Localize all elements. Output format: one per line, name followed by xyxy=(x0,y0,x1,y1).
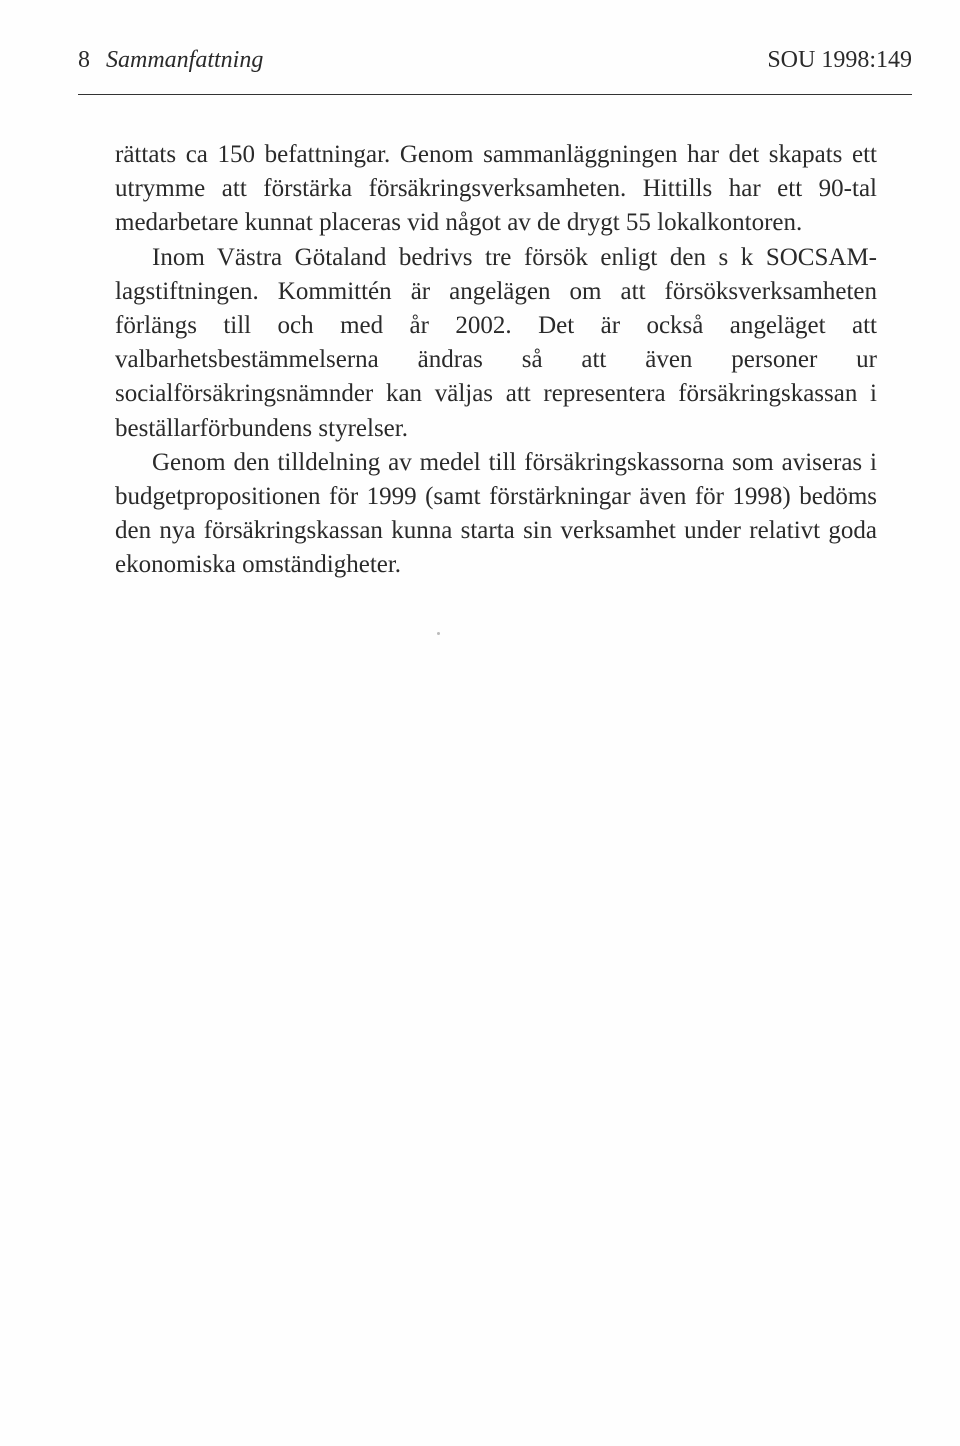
page-number: 8 xyxy=(78,47,90,73)
paragraph: Genom den tilldelning av medel till försäkringskassorna som aviseras i budgetpropositionen för 1999 (samt förstärkningar även för 1998) bedöms den nya försäkringskassan kunna starta sin verksamhet under relativt goda ekonomiska omständigheter. xyxy=(115,448,877,579)
paragraph: Inom Västra Götaland bedrivs tre försök enligt den s k SOCSAM-lagstiftningen. Kommittén är angelägen om att försöksverksamheten förlängs till och med år 2002. Det är också angeläget att valbarhetsbestämmelserna ändras så att även personer ur socialförsäkringsnämnder kan väljas att representera försäkringskassan i beställarförbundens styrelser. xyxy=(115,243,877,442)
speck-mark xyxy=(437,632,440,635)
document-id: SOU 1998:149 xyxy=(767,47,912,73)
body-text xyxy=(115,138,877,583)
section-title: Sammanfattning xyxy=(106,47,264,73)
header-divider xyxy=(78,94,912,95)
paragraph: rättats ca 150 befattningar. Genom sammanläggningen har det skapats ett utrymme att förstärka försäkringsverksamheten. Hittills har ett 90-tal medarbetare kunnat placeras vid något av de drygt 55 lokalkontoren. xyxy=(115,141,877,237)
page-header xyxy=(78,40,912,80)
